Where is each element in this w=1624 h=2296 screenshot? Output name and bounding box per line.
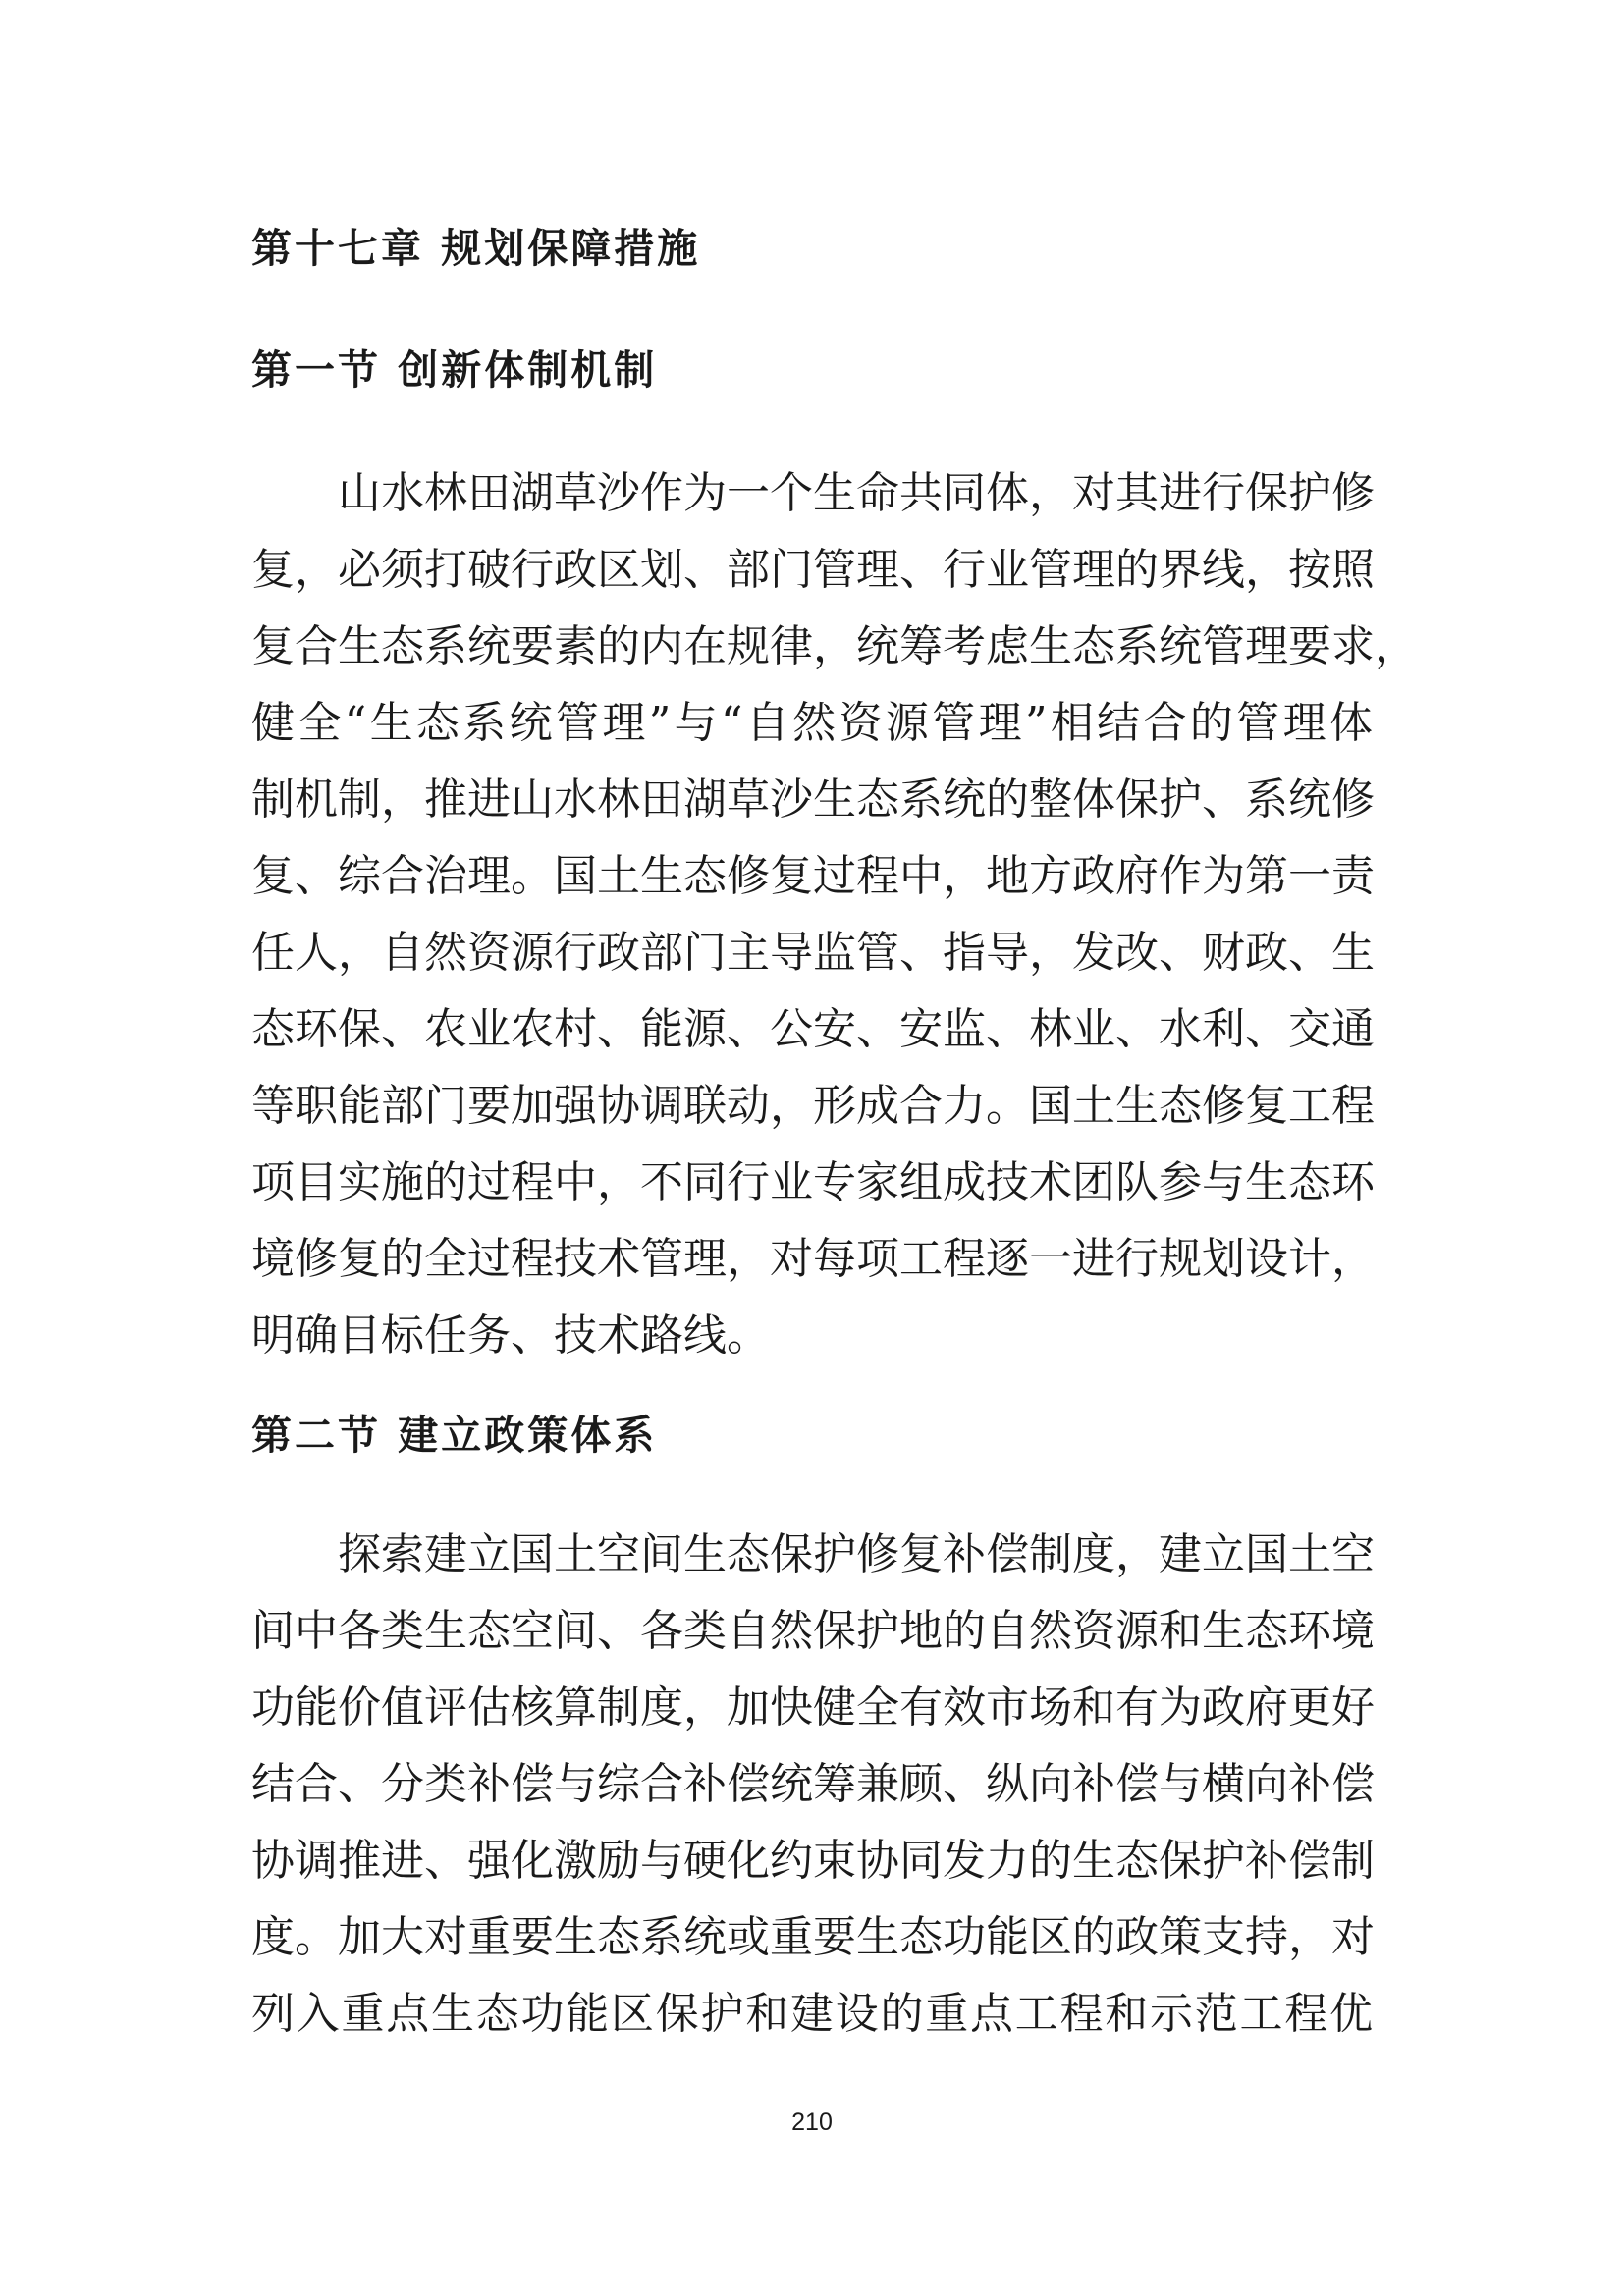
- paragraph-line: 功能价值评估核算制度，加快健全有效市场和有为政府更好: [251, 1682, 1375, 1733]
- paragraph-line: 境修复的全过程技术管理，对每项工程逐一进行规划设计，: [251, 1234, 1375, 1284]
- paragraph-line: 任人，自然资源行政部门主导监管、指导，发改、财政、生: [251, 928, 1375, 978]
- section-1-paragraph: [251, 455, 1418, 1374]
- paragraph-line: 间中各类生态空间、各类自然保护地的自然资源和生态环境: [251, 1606, 1375, 1656]
- paragraph-line: 项目实施的过程中，不同行业专家组成技术团队参与生态环: [251, 1157, 1375, 1207]
- paragraph-line: 度。加大对重要生态系统或重要生态功能区的政策支持，对: [251, 1912, 1375, 1962]
- chapter-title: 第十七章 规划保障措施: [251, 225, 701, 272]
- paragraph-line: 协调推进、强化激励与硬化约束协同发力的生态保护补偿制: [251, 1836, 1375, 1886]
- section-2-title: 第二节 建立政策体系: [251, 1412, 658, 1459]
- paragraph-line: 列入重点生态功能区保护和建设的重点工程和示范工程优: [251, 1989, 1373, 2039]
- page-number: 210: [791, 2109, 833, 2136]
- paragraph-line: 制机制，推进山水林田湖草沙生态系统的整体保护、系统修: [251, 774, 1375, 825]
- paragraph-line: 复、综合治理。国土生态修复过程中，地方政府作为第一责: [251, 851, 1375, 901]
- paragraph-line: 探索建立国土空间生态保护修复补偿制度，建立国土空: [338, 1529, 1375, 1579]
- section-1-title: 第一节 创新体制机制: [251, 347, 658, 394]
- paragraph-line: 复合生态系统要素的内在规律，统筹考虑生态系统管理要求，: [251, 621, 1418, 671]
- paragraph-line: 山水林田湖草沙作为一个生命共同体，对其进行保护修: [338, 468, 1375, 518]
- paragraph-line: 结合、分类补偿与综合补偿统筹兼顾、纵向补偿与横向补偿: [251, 1759, 1375, 1809]
- paragraph-line: 健全“生态系统管理”与“自然资源管理”相结合的管理体: [251, 698, 1373, 748]
- paragraph-line: 等职能部门要加强协调联动，形成合力。国土生态修复工程: [251, 1081, 1375, 1131]
- paragraph-line: 态环保、农业农村、能源、公安、安监、林业、水利、交通: [251, 1004, 1375, 1054]
- paragraph-line: 明确目标任务、技术路线。: [251, 1310, 770, 1361]
- paragraph-line: 复，必须打破行政区划、部门管理、行业管理的界线，按照: [251, 545, 1375, 595]
- section-2-paragraph: [251, 1517, 1373, 2053]
